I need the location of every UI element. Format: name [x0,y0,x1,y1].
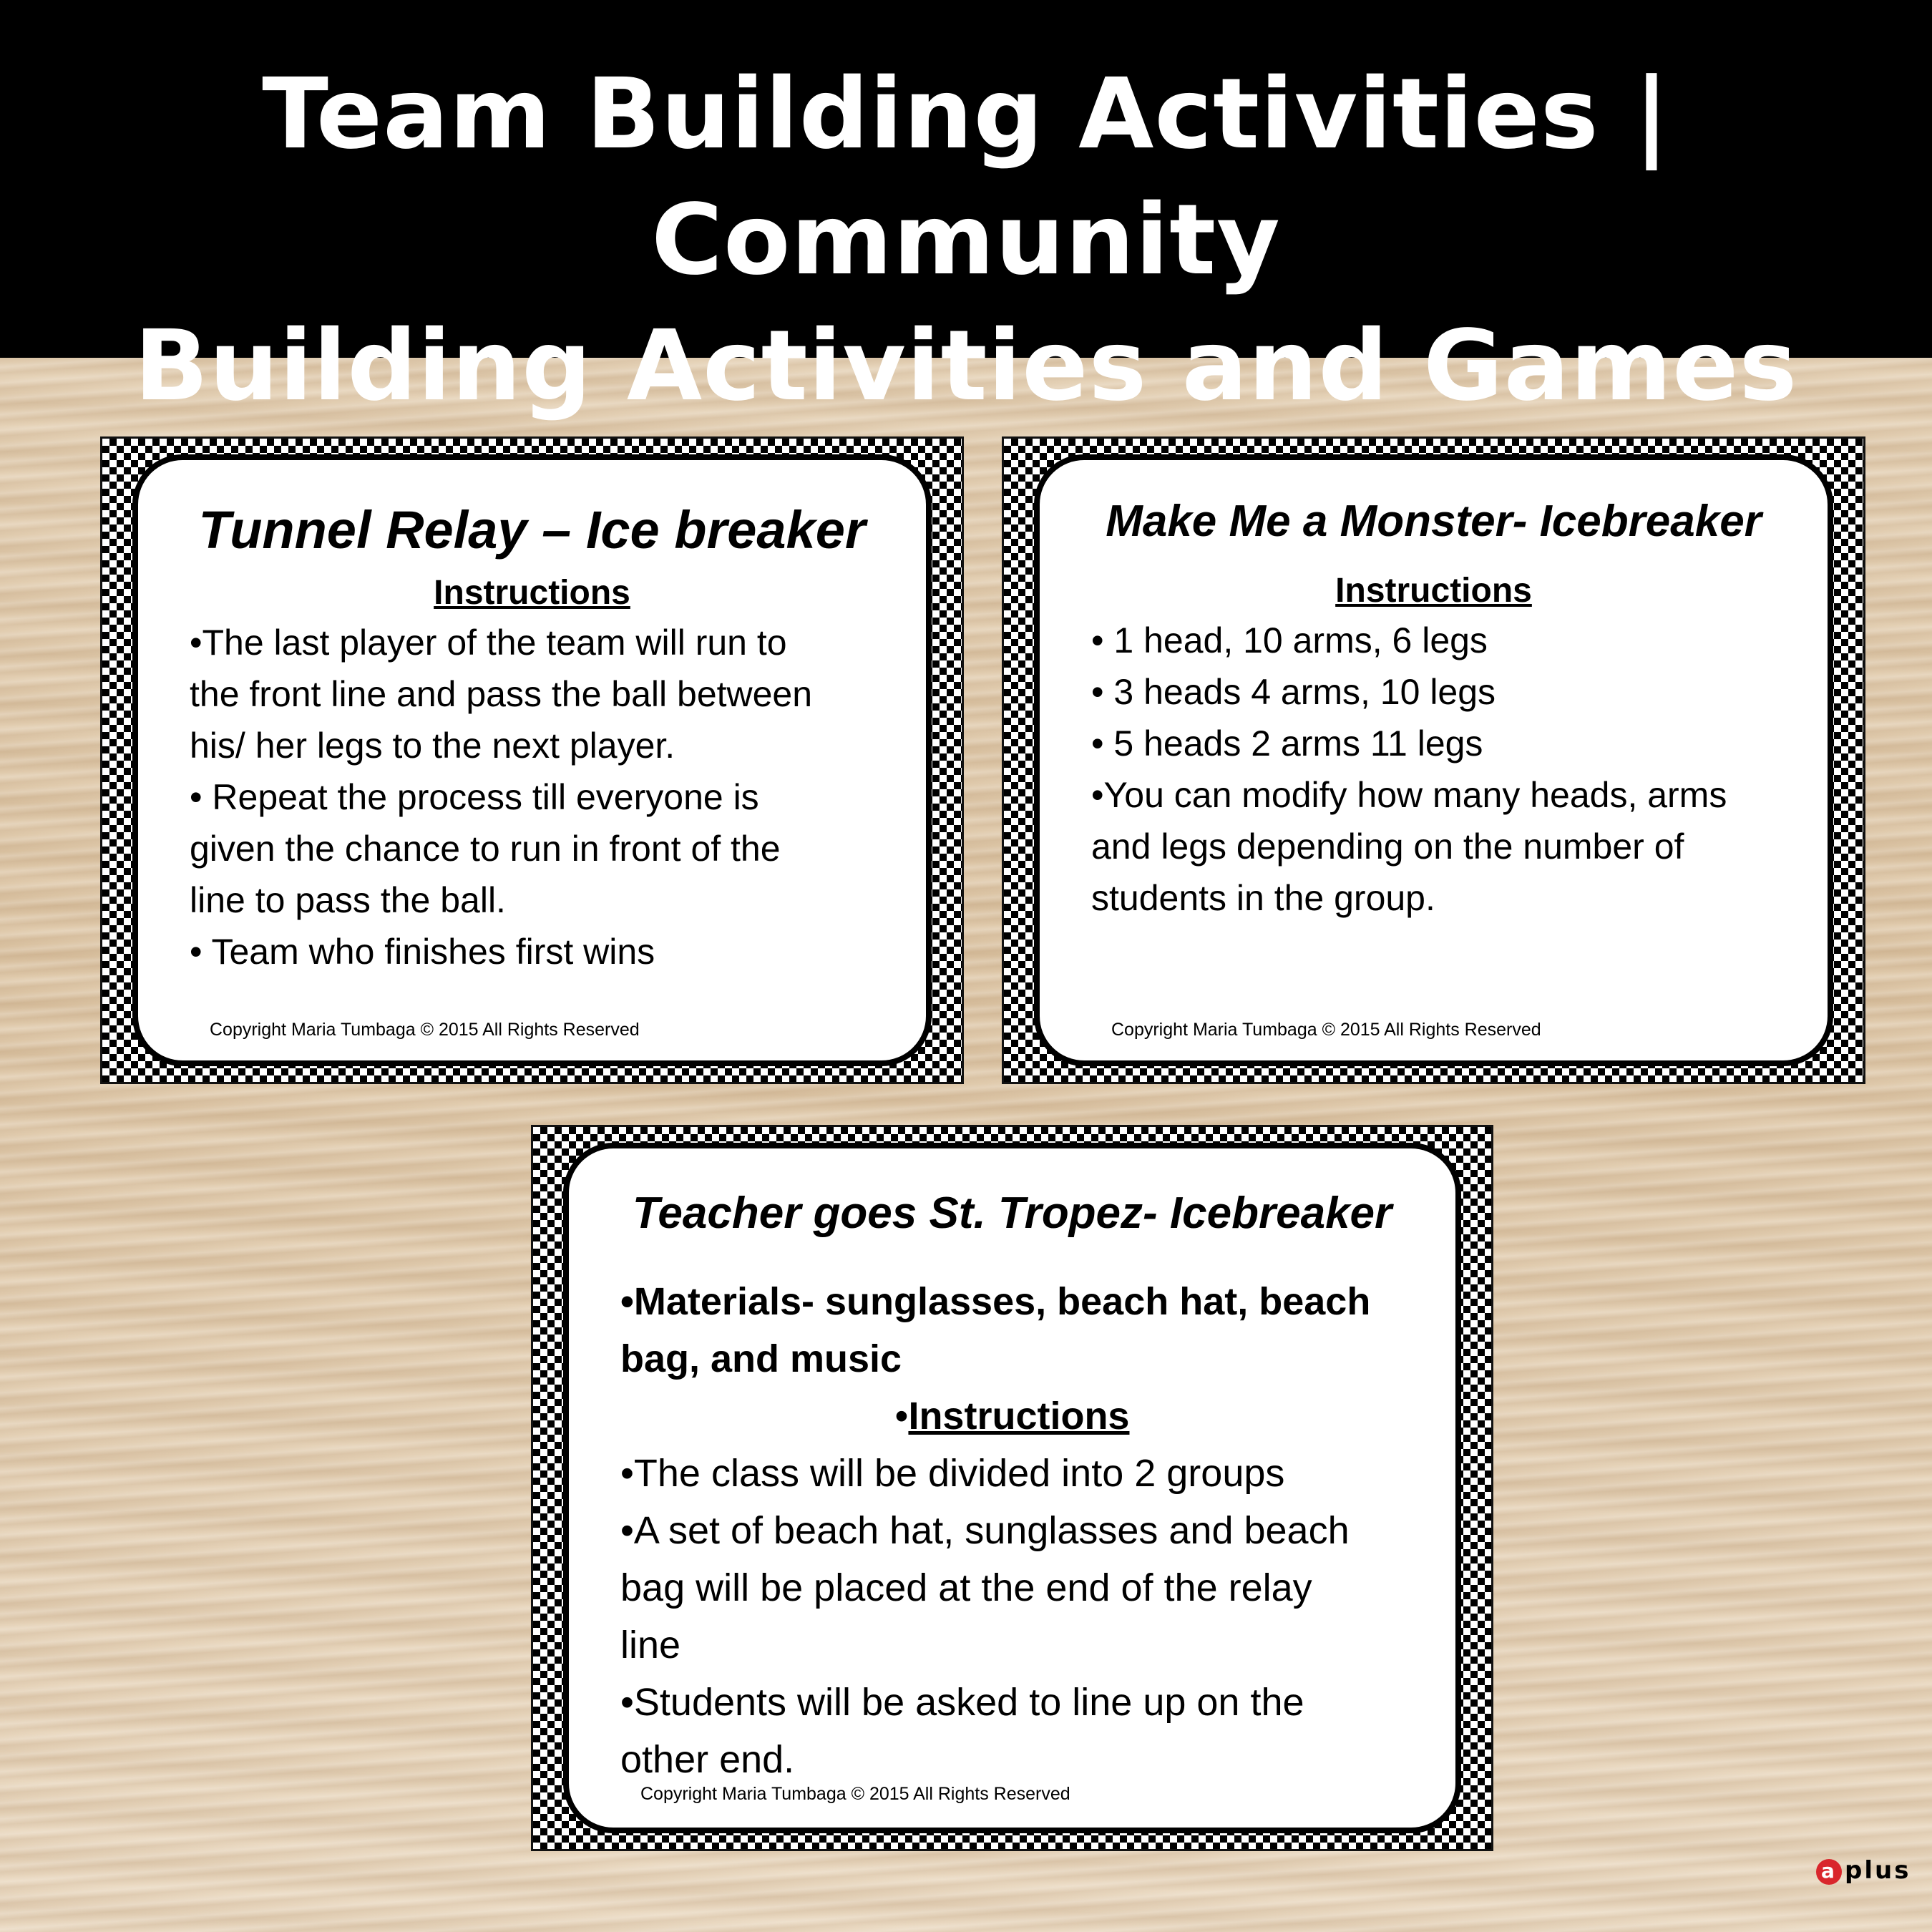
card-line: • 5 heads 2 arms 11 legs [1091,723,1483,763]
card-line: • Team who finishes first wins [190,932,655,972]
aplus-logo [1816,1856,1911,1889]
activity-card-teacher-goes-st-tropez [531,1125,1493,1851]
header-banner [0,0,1932,423]
card-title: Make Me a Monster- Icebreaker [1106,497,1762,546]
card-line: • 3 heads 4 arms, 10 legs [1091,672,1496,712]
card-line: •The class will be divided into 2 groups [620,1452,1285,1495]
card-line: bag will be placed at the end of the relay [620,1566,1312,1609]
card-line: given the chance to run in front of the [190,829,781,869]
materials-line: •Materials- sunglasses, beach hat, beach [620,1280,1371,1323]
card-line: students in the group. [1091,878,1435,918]
card-content [132,454,932,1066]
card-line: his/ her legs to the next player. [190,726,675,766]
instructions-heading-row [569,1387,1455,1445]
copyright-text: Copyright Maria Tumbaga © 2015 All Rights Reserved [640,1784,1070,1804]
card-title: Tunnel Relay – Ice breaker [198,500,866,560]
card-line: •A set of beach hat, sunglasses and beach [620,1509,1350,1552]
instructions-heading: Instructions [434,574,630,612]
card-body [1091,615,1828,924]
card-body [620,1273,1455,1788]
logo-a-icon: a [1816,1859,1842,1885]
card-content [563,1143,1461,1833]
materials-line: bag, and music [620,1337,902,1380]
page-title-line-2: Building Activities and Games [134,310,1798,423]
instructions-heading: Instructions [1335,572,1532,610]
activity-card-make-me-a-monster [1002,436,1865,1084]
activity-card-tunnel-relay [100,436,964,1084]
card-line: •You can modify how many heads, arms [1091,775,1727,815]
copyright-text: Copyright Maria Tumbaga © 2015 All Rights Reserved [1111,1020,1541,1040]
copyright-text: Copyright Maria Tumbaga © 2015 All Rights Reserved [210,1020,640,1040]
card-line: • 1 head, 10 arms, 6 legs [1091,620,1488,660]
card-line: the front line and pass the ball between [190,674,813,714]
card-line: •Students will be asked to line up on the [620,1681,1304,1724]
card-body [190,617,926,977]
card-content [1034,454,1833,1066]
logo-text: plus [1845,1856,1911,1885]
card-title: Teacher goes St. Tropez- Icebreaker [632,1189,1392,1238]
card-line: and legs depending on the number of [1091,826,1684,867]
card-line: line to pass the ball. [190,880,506,920]
bullet: • [894,1395,909,1438]
card-line: •The last player of the team will run to [190,623,787,663]
card-line: • Repeat the process till everyone is [190,777,759,817]
card-line: line [620,1624,681,1667]
card-line: other end. [620,1738,795,1781]
page-title-line-1: Team Building Activities | Community [262,58,1670,297]
instructions-heading: Instructions [908,1395,1130,1438]
